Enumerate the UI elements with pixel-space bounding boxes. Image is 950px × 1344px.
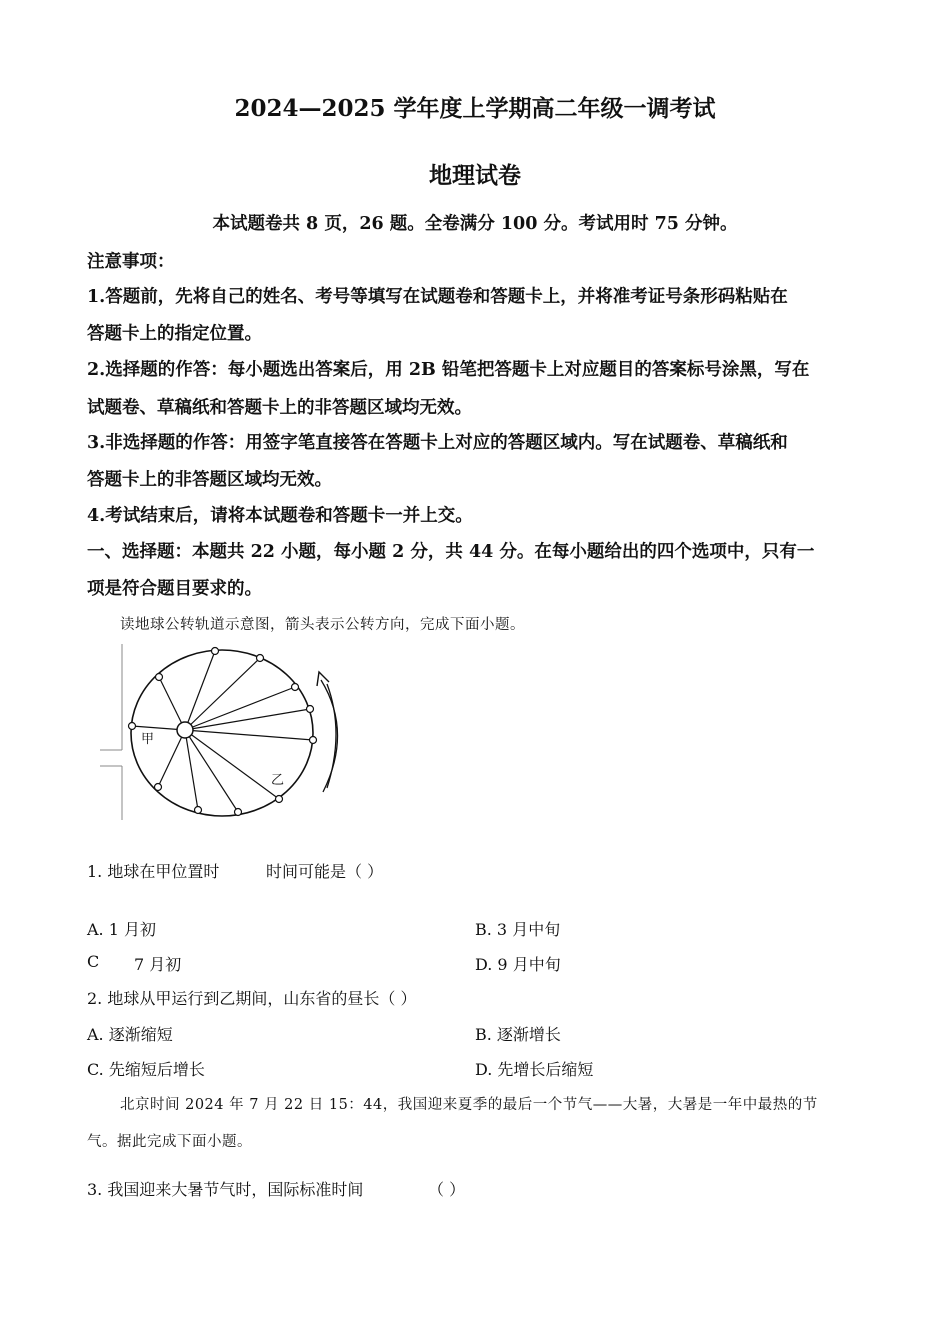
- note-4: 4.考试结束后，请将本试题卷和答题卡一并上交。: [87, 506, 473, 526]
- q1-stem-b: 时间可能是（ ）: [266, 862, 384, 881]
- q2-stem: 2. 地球从甲运行到乙期间，山东省的昼长（ ）: [87, 989, 417, 1008]
- q3-stem: 3. 我国迎来大暑节气时，国际标准时间: [87, 1180, 364, 1199]
- q1-stem-a: 1. 地球在甲位置时: [87, 862, 220, 881]
- note-1-line-1: 1.答题前，先将自己的姓名、考号等填写在试题卷和答题卡上，并将准考证号条形码粘贴在: [87, 287, 788, 307]
- subject-title: 地理试卷: [429, 162, 521, 189]
- orbit-diagram-svg: [95, 640, 355, 822]
- label-jia: 甲: [141, 732, 155, 747]
- q1-option-c-text[interactable]: 7 月初: [134, 955, 182, 974]
- orbit-diagram: [95, 640, 355, 822]
- q2-option-a[interactable]: A. 逐渐缩短: [87, 1025, 173, 1044]
- exam-info: 本试题卷共 8 页，26 题。全卷满分 100 分。考试用时 75 分钟。: [212, 214, 738, 234]
- note-1-line-2: 答题卡上的指定位置。: [87, 324, 262, 344]
- passage-2-line-1: 北京时间 2024 年 7 月 22 日 15：44，我国迎来夏季的最后一个节气——大暑，大暑是一年中最热的节: [120, 1097, 818, 1113]
- note-2-line-2: 试题卷、草稿纸和答题卡上的非答题区域均无效。: [87, 398, 472, 418]
- label-yi: 乙: [271, 773, 285, 788]
- q1-option-b[interactable]: B. 3 月中旬: [475, 920, 561, 939]
- q1-option-d[interactable]: D. 9 月中旬: [475, 955, 561, 974]
- q3-paren: （ ）: [428, 1180, 466, 1199]
- sun-icon: [177, 722, 193, 738]
- section-1-heading-line-2: 项是符合题目要求的。: [87, 579, 262, 599]
- q1-option-a[interactable]: A. 1 月初: [87, 920, 156, 939]
- note-3-line-1: 3.非选择题的作答：用签字笔直接答在答题卡上对应的答题区域内。写在试题卷、草稿纸和: [87, 433, 788, 453]
- q2-option-d[interactable]: D. 先增长后缩短: [475, 1060, 594, 1079]
- revolution-arrow-outer: [321, 680, 338, 792]
- passage-2-line-2: 气。据此完成下面小题。: [87, 1134, 252, 1150]
- notes-heading: 注意事项：: [87, 252, 175, 272]
- q2-option-b[interactable]: B. 逐渐增长: [475, 1025, 561, 1044]
- note-2-line-1: 2.选择题的作答：每小题选出答案后，用 2B 铅笔把答题卡上对应题目的答案标号涂黑，写在: [87, 360, 810, 380]
- q2-option-c[interactable]: C. 先缩短后增长: [87, 1060, 205, 1079]
- passage-1: 读地球公转轨道示意图，箭头表示公转方向，完成下面小题。: [120, 617, 525, 633]
- note-3-line-2: 答题卡上的非答题区域均无效。: [87, 470, 332, 490]
- q1-option-c-letter[interactable]: C: [87, 952, 100, 971]
- exam-title: 2024—2025 学年度上学期高二年级一调考试: [234, 95, 716, 122]
- section-1-heading-line-1: 一、选择题：本题共 22 小题，每小题 2 分，共 44 分。在每小题给出的四个选项中，只有一: [87, 542, 815, 562]
- revolution-arrow-inner: [327, 684, 336, 788]
